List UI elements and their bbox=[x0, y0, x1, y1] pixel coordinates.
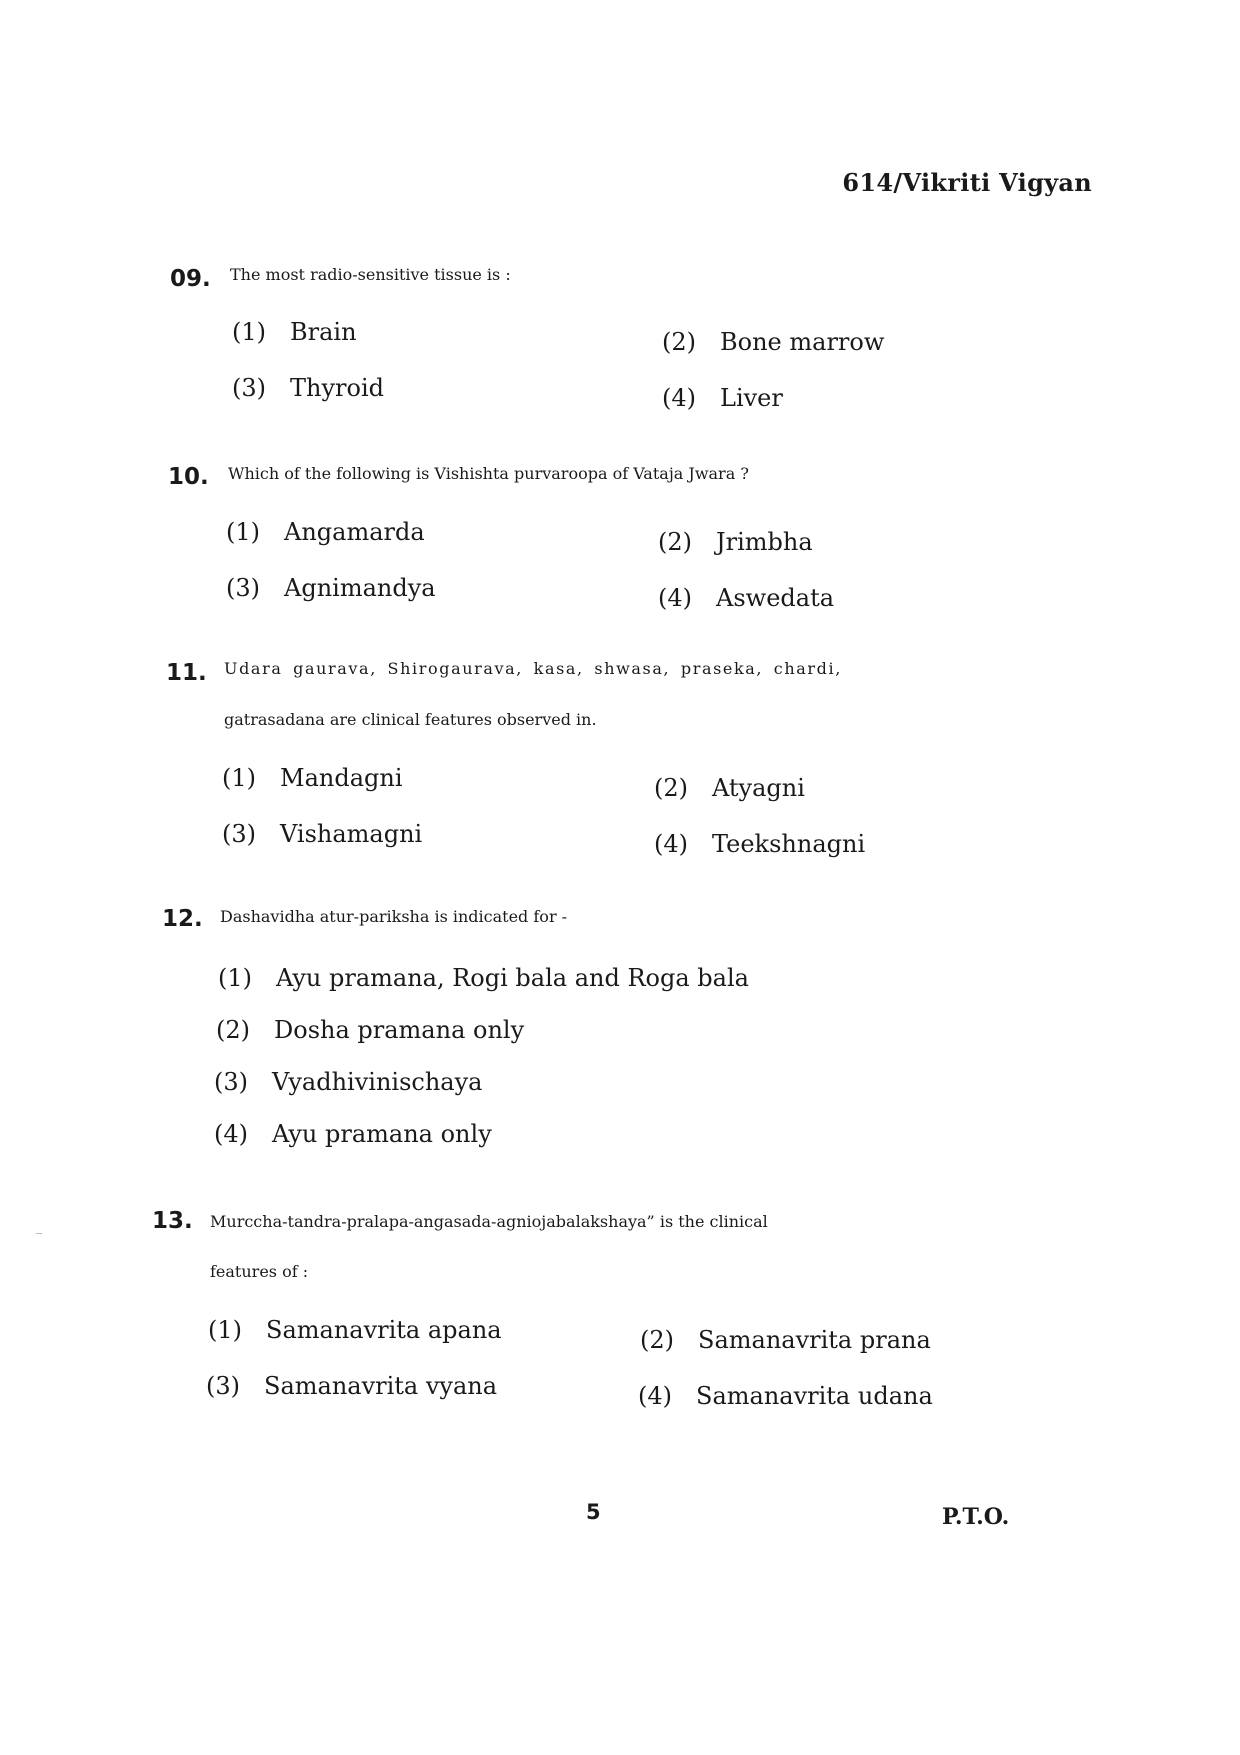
question-text: Which of the following is Vishishta purvaroopa of Vataja Jwara ? bbox=[228, 464, 749, 483]
option-2: (2) Atyagni bbox=[654, 774, 805, 802]
option-4: (4) Liver bbox=[662, 384, 783, 412]
option-4: (4) Teekshnagni bbox=[654, 830, 866, 858]
option-2: (2) Jrimbha bbox=[658, 528, 813, 556]
option-3: (3) Samanavrita vyana bbox=[206, 1372, 498, 1400]
option-1: (1) Ayu pramana, Rogi bala and Roga bala bbox=[218, 964, 749, 992]
pto-label: P.T.O. bbox=[942, 1504, 1010, 1530]
option-1: (1) Angamarda bbox=[226, 518, 425, 546]
question-number: 10. bbox=[168, 464, 209, 490]
question-text: Dashavidha atur-pariksha is indicated for - bbox=[220, 907, 568, 926]
question-text-line-1: Udara gaurava, Shirogaurava, kasa, shwasa, praseka, chardi, bbox=[224, 659, 842, 678]
question-text: The most radio-sensitive tissue is : bbox=[230, 265, 511, 284]
option-3: (3) Thyroid bbox=[232, 374, 384, 402]
question-number: 09. bbox=[170, 266, 211, 292]
option-3: (3) Agnimandya bbox=[226, 574, 436, 602]
question-number: 12. bbox=[162, 906, 203, 932]
option-4: (4) Ayu pramana only bbox=[214, 1120, 492, 1148]
question-text-line-2: gatrasadana are clinical features observed in. bbox=[224, 710, 597, 729]
paper-code-header: 614/Vikriti Vigyan bbox=[842, 168, 1092, 197]
question-number: 11. bbox=[166, 660, 207, 686]
question-text-line-2: features of : bbox=[210, 1262, 309, 1281]
option-3: (3) Vishamagni bbox=[222, 820, 423, 848]
option-4: (4) Aswedata bbox=[658, 584, 835, 612]
scan-speck bbox=[36, 1233, 42, 1234]
option-1: (1) Samanavrita apana bbox=[208, 1316, 502, 1344]
option-4: (4) Samanavrita udana bbox=[638, 1382, 933, 1410]
option-2: (2) Dosha pramana only bbox=[216, 1016, 525, 1044]
option-3: (3) Vyadhivinischaya bbox=[214, 1068, 483, 1096]
option-2: (2) Bone marrow bbox=[662, 328, 885, 356]
option-1: (1) Mandagni bbox=[222, 764, 403, 792]
question-number: 13. bbox=[152, 1208, 193, 1234]
page-number: 5 bbox=[586, 1500, 601, 1524]
option-2: (2) Samanavrita prana bbox=[640, 1326, 931, 1354]
question-text-line-1: Murccha-tandra-pralapa-angasada-agniojabalakshaya” is the clinical bbox=[210, 1212, 768, 1231]
option-1: (1) Brain bbox=[232, 318, 357, 346]
